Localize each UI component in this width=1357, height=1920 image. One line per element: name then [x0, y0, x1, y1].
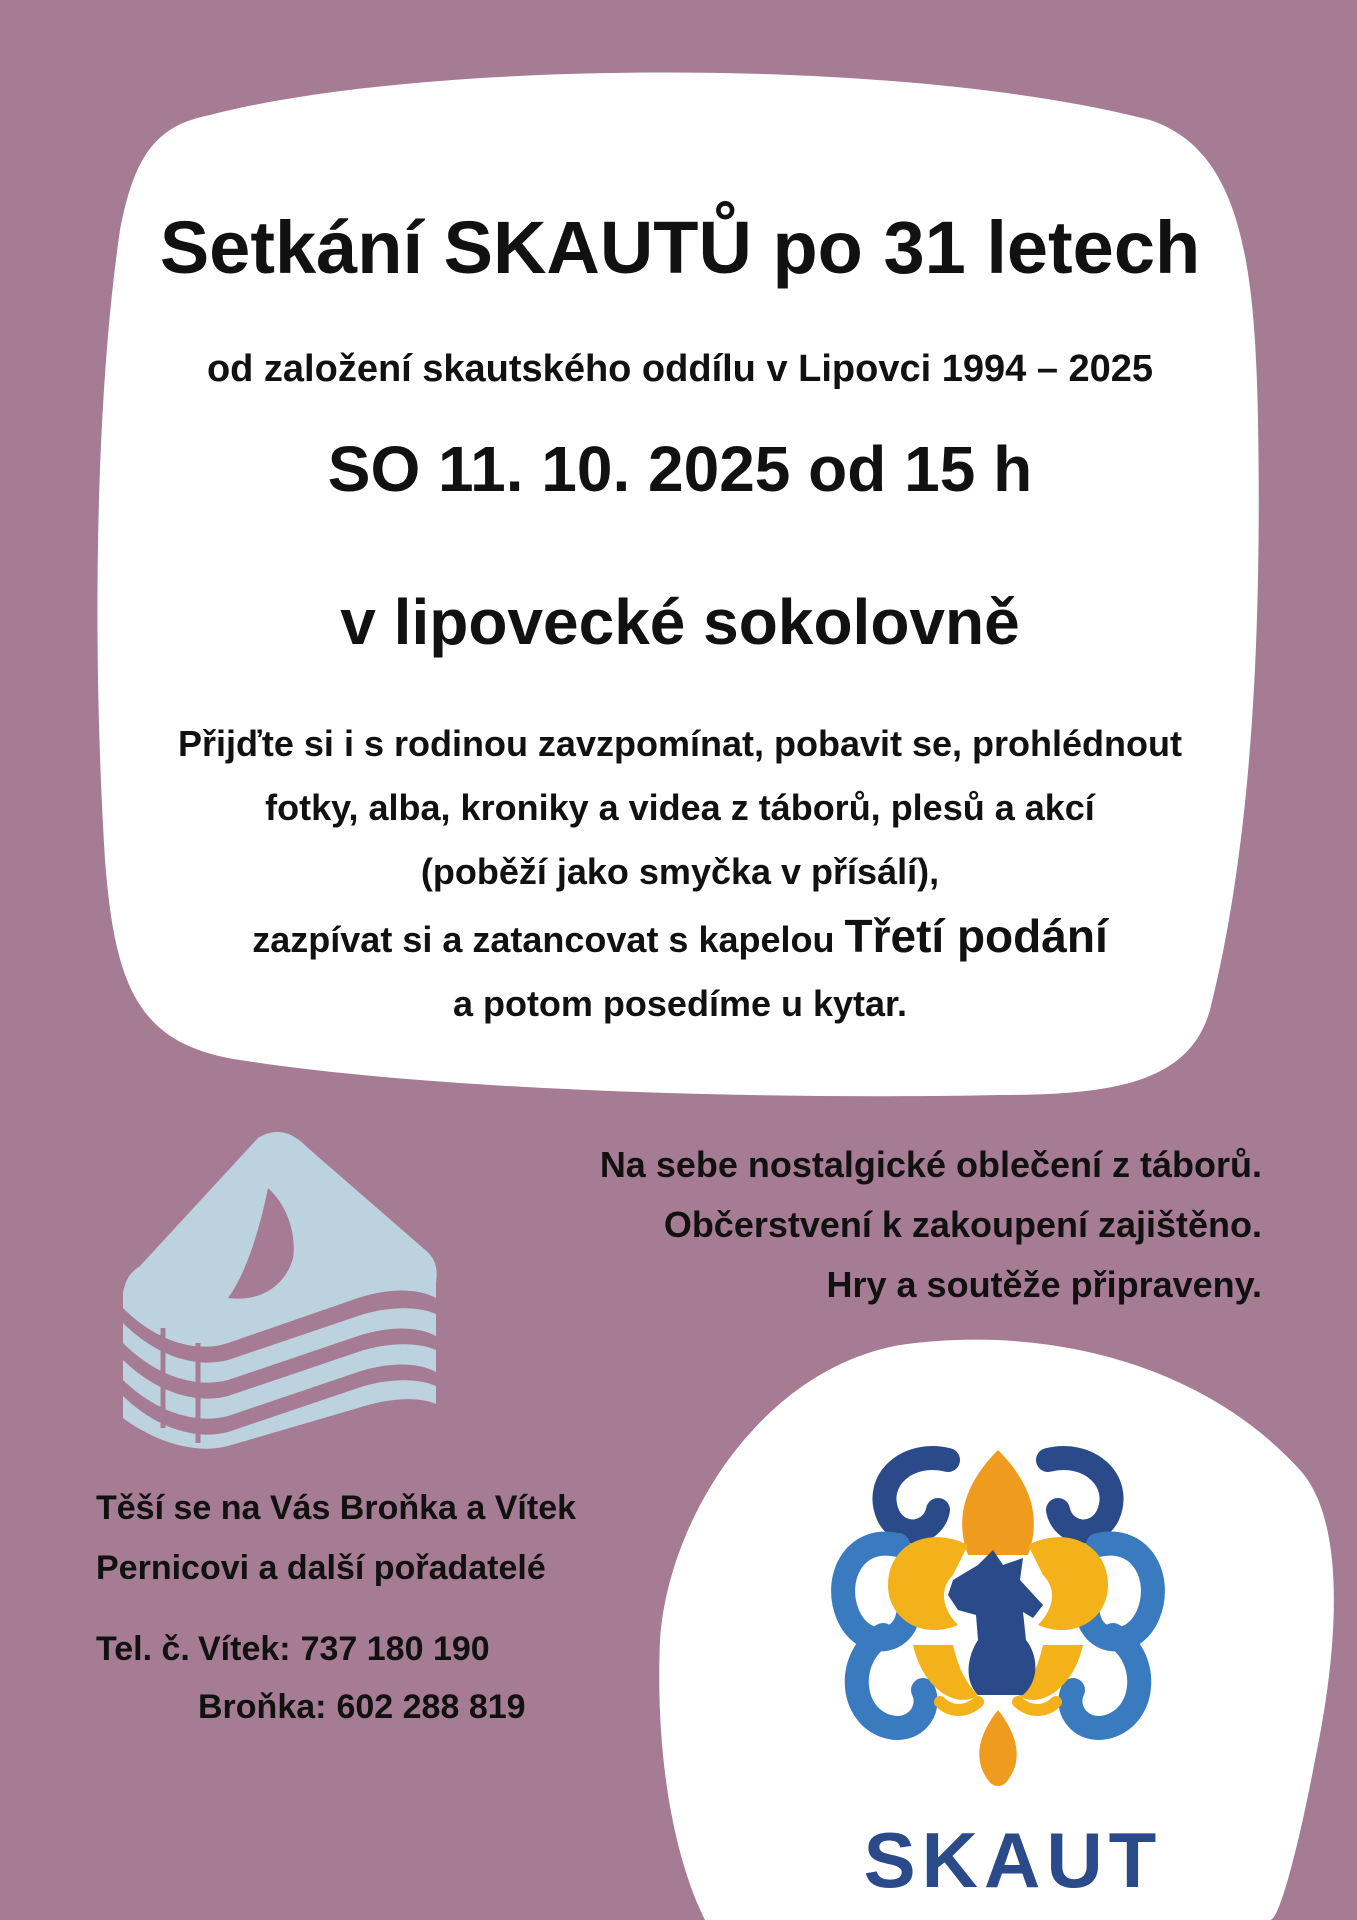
poster-subtitle: od založení skautského oddílu v Lipovci 1994 – 2025	[206, 348, 1154, 390]
sokol-logo-icon	[118, 1128, 438, 1450]
note-refreshments: Občerstvení k zakoupení zajištěno.	[663, 1204, 1262, 1245]
invite-line-1: Přijďte si i s rodinou zavzpomínat, pobavit se, prohlédnout	[178, 723, 1182, 764]
invite-line-5: a potom posedíme u kytar.	[452, 983, 908, 1024]
tel-label: Tel. č.	[96, 1630, 190, 1668]
contacts-block	[96, 1620, 526, 1736]
invite-line-3: (poběží jako smyčka v přísálí),	[420, 851, 940, 892]
hosts-line-1: Těší se na Vás Broňka a Vítek	[96, 1489, 577, 1527]
contact-name: Vítek:	[198, 1630, 291, 1668]
contact-row	[96, 1678, 526, 1736]
band-name: Třetí podání	[844, 910, 1108, 962]
contact-row	[96, 1620, 526, 1678]
invite-line-4-prefix: zazpívat si a zatancovat s kapelou	[252, 919, 845, 960]
hosts-line-2: Pernicovi a další pořadatelé	[96, 1549, 546, 1587]
event-date: SO 11. 10. 2025 od 15 h	[327, 433, 1033, 505]
notes-list	[600, 1135, 1262, 1315]
contact-name: Broňka:	[198, 1688, 327, 1726]
skaut-logo-text: SKAUT	[863, 1816, 1163, 1904]
hosts-text	[96, 1478, 576, 1598]
note-clothing: Na sebe nostalgické oblečení z táborů.	[599, 1144, 1262, 1185]
note-games: Hry a soutěže připraveny.	[826, 1264, 1262, 1305]
event-place: v lipovecké sokolovně	[340, 586, 1020, 658]
invitation-text	[80, 712, 1280, 1036]
invite-line-2: fotky, alba, kroniky a videa z táborů, plesů a akcí	[265, 787, 1095, 828]
contact-phone: 602 288 819	[336, 1688, 526, 1726]
skaut-lily-icon	[828, 1440, 1168, 1810]
invite-line-4	[80, 904, 1280, 972]
contact-phone: 737 180 190	[300, 1630, 490, 1668]
poster-title: Setkání SKAUTŮ po 31 letech	[159, 206, 1201, 289]
